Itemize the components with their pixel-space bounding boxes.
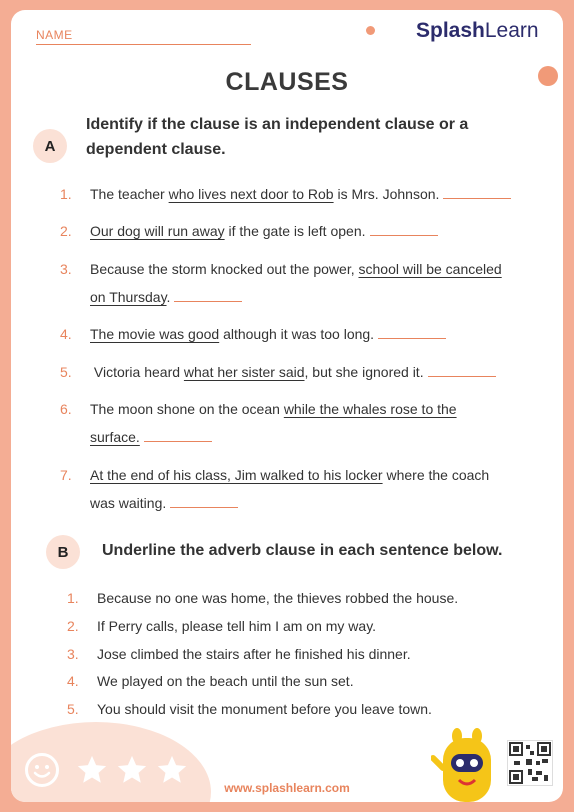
list-item: 3. Because the storm knocked out the power, school will be canceled on Thursday. [60,261,502,305]
list-item: 2. Our dog will run away if the gate is left open. [60,217,550,245]
section-a-badge: A [33,129,67,163]
section-a-instruction: Identify if the clause is an independent clause or a dependent clause. [86,116,469,158]
list-item: 5. Victoria heard what her sister said, but she ignored it. [60,358,550,386]
list-item: 1. Because no one was home, the thieves robbed the house. [67,590,459,606]
list-item: 6. The moon shone on the ocean while the whales rose to the surface. [60,401,457,445]
brand-logo: SplashLearn [416,19,539,42]
section-b-badge: B [46,535,80,569]
answer-blank[interactable] [443,198,511,199]
list-item: 4. We played on the beach until the sun set. [67,673,354,689]
list-item: 3. Jose climbed the stairs after he finished his dinner. [67,646,411,662]
name-line[interactable] [36,44,251,45]
answer-blank[interactable] [378,338,446,339]
answer-blank[interactable] [370,235,438,236]
answer-blank[interactable] [428,376,496,377]
list-item: 7. At the end of his class, Jim walked to his locker where the coach was waiting. [60,467,490,511]
qr-code [507,740,553,786]
section-b-instruction: Underline the adverb clause in each sentence below. [102,542,503,559]
worksheet [11,10,563,802]
mascot-icon [431,728,503,802]
answer-blank[interactable] [170,507,238,508]
list-item: 4. The movie was good although it was too long. [60,320,550,348]
decorative-dot [366,26,375,35]
answer-blank[interactable] [144,441,212,442]
list-item: 2. If Perry calls, please tell him I am on my way. [67,618,377,634]
list-item: 1. The teacher who lives next door to Rob is Mrs. Johnson. [60,180,550,208]
answer-blank[interactable] [174,301,242,302]
footer-url[interactable]: www.splashlearn.com [224,781,350,795]
page-title: CLAUSES [225,68,349,96]
list-item: 5. You should visit the monument before you leave town. [67,701,432,717]
name-label: NAME [36,28,73,42]
